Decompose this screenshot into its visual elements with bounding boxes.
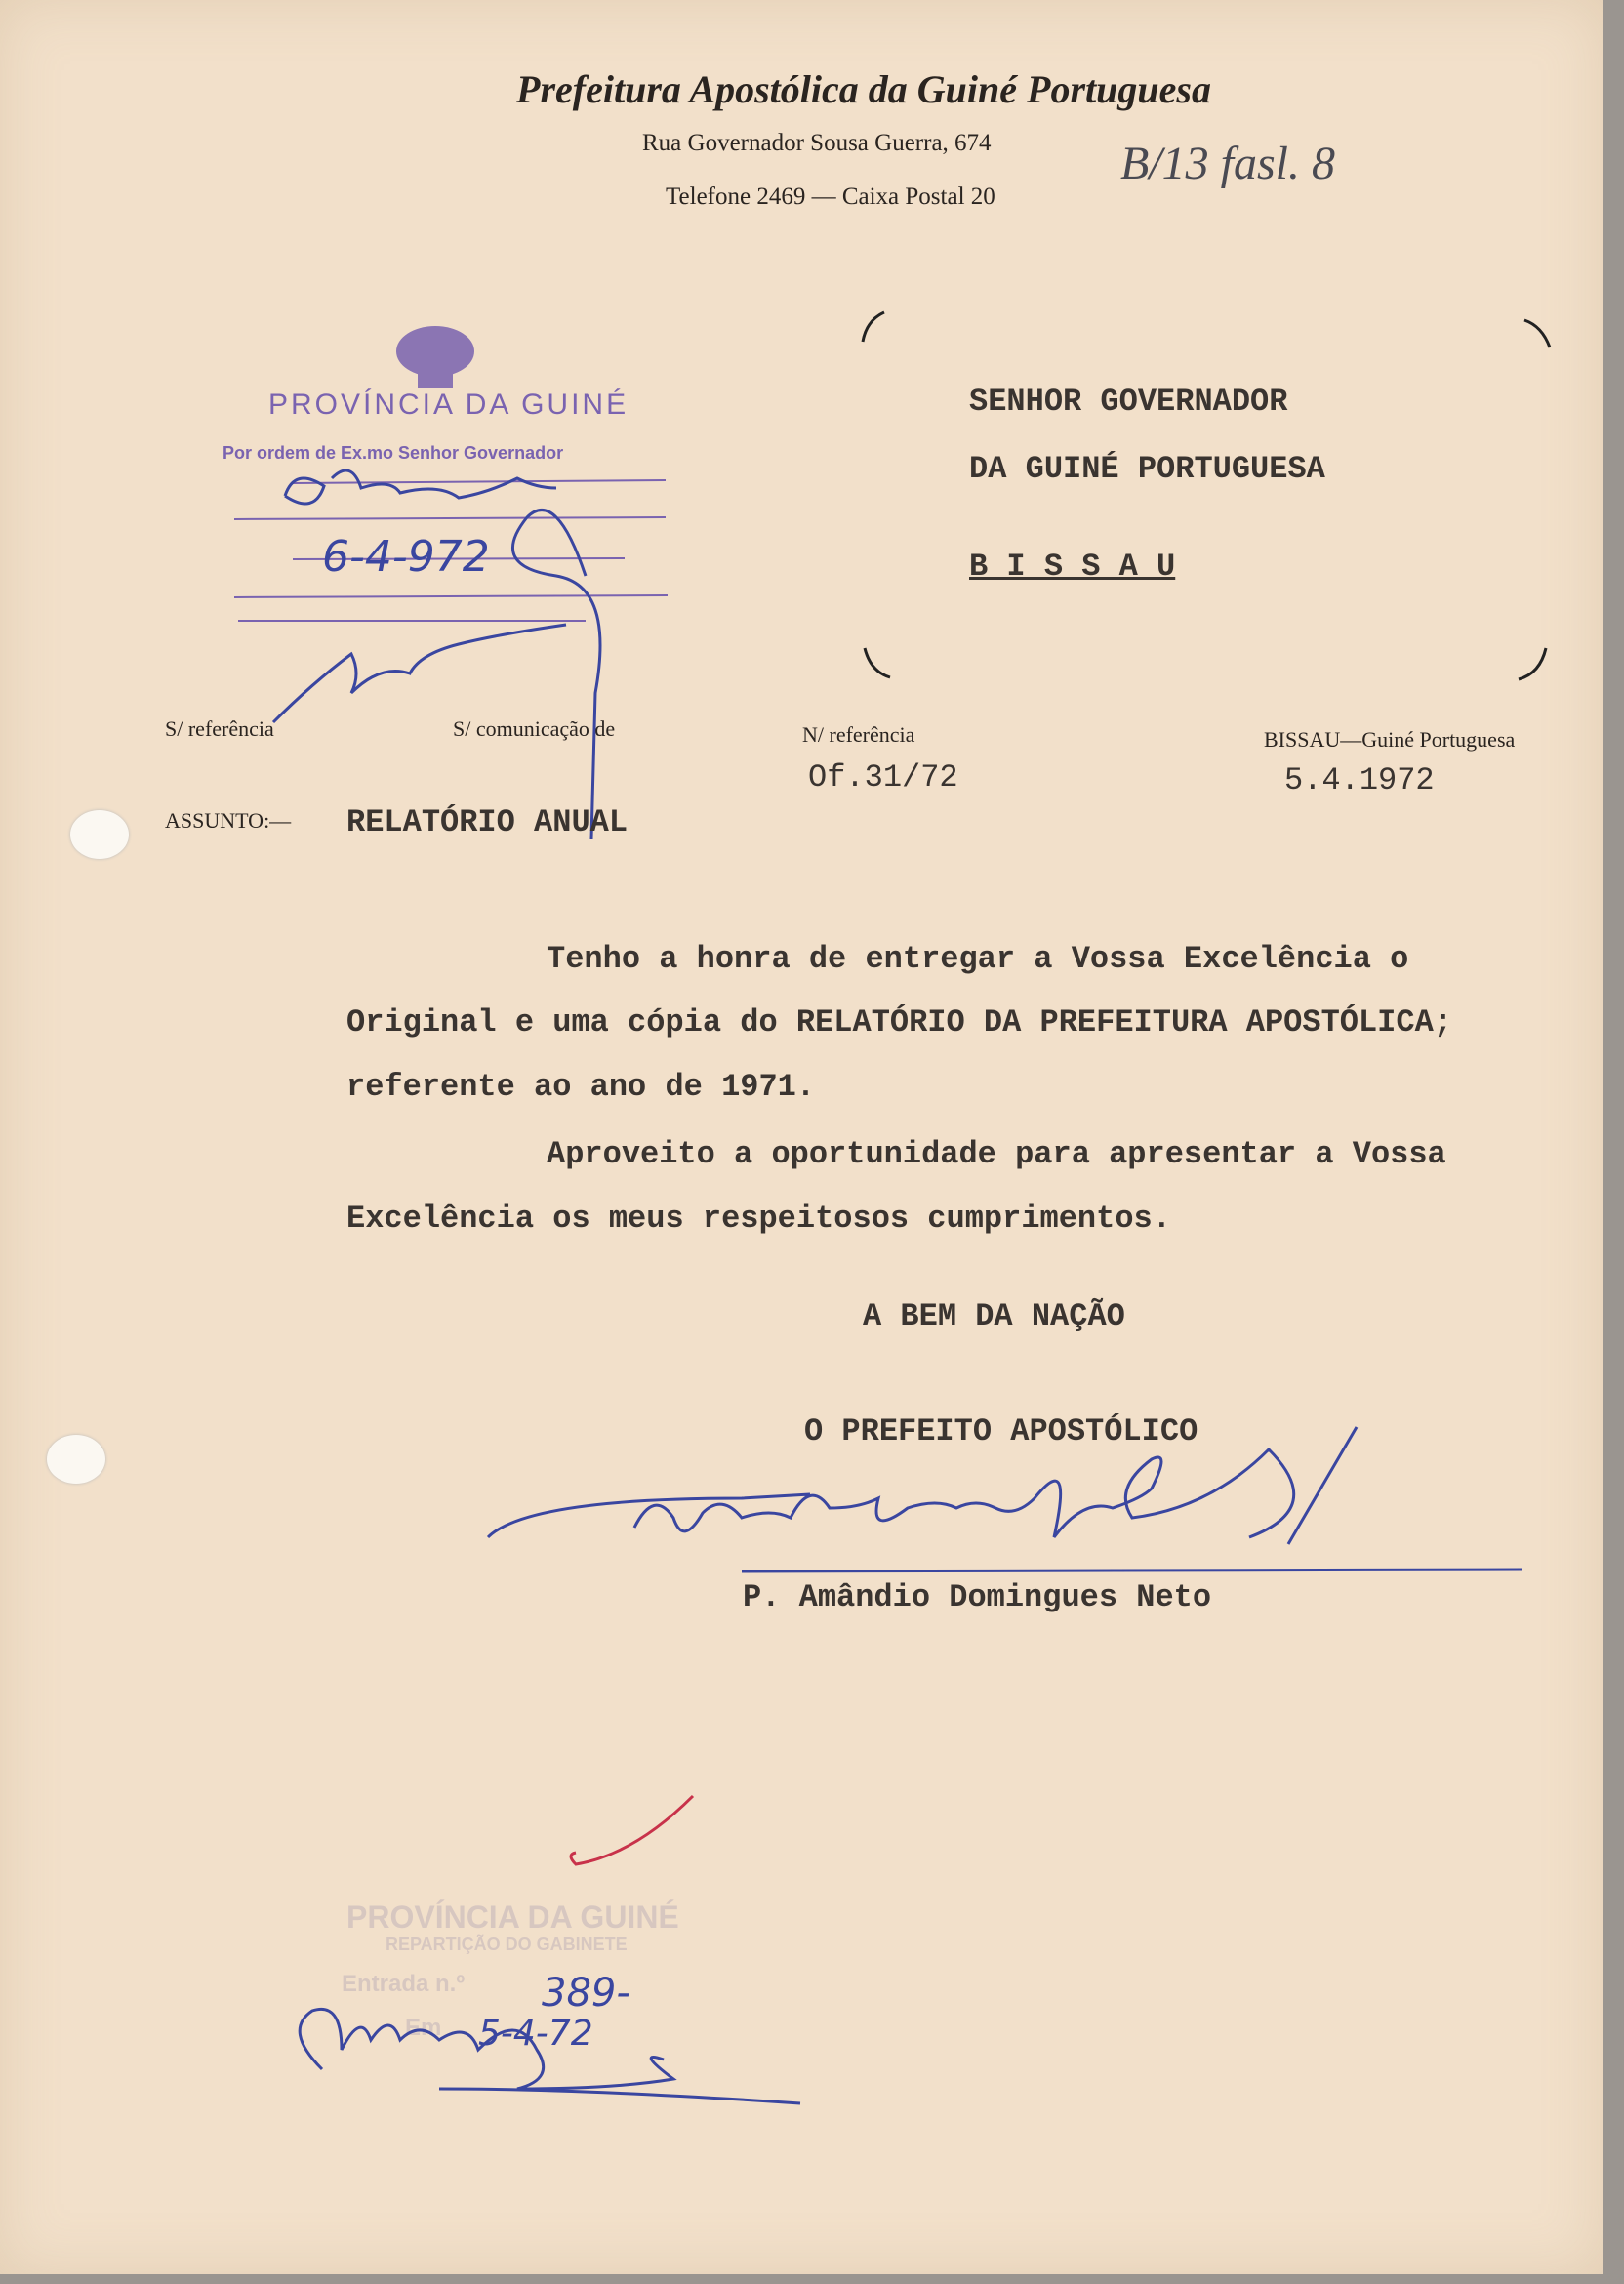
faint-stamp-department: REPARTIÇÃO DO GABINETE: [386, 1935, 628, 1954]
faint-stamp-em-label: Em: [405, 2015, 442, 2041]
recipient-line1: SENHOR GOVERNADOR: [969, 384, 1288, 420]
body-line: Excelência os meus respeitosos cumprimentos.: [346, 1201, 1171, 1237]
our-reference-value: Of.31/72: [808, 759, 958, 795]
letterhead-title: Prefeitura Apostólica da Guiné Portuguesa: [516, 67, 1211, 111]
signer-role: O PREFEITO APOSTÓLICO: [804, 1413, 1198, 1449]
letterhead-address: Rua Governador Sousa Guerra, 674: [642, 130, 992, 156]
closing-salutation: A BEM DA NAÇÃO: [863, 1298, 1125, 1334]
body-line: Tenho a honra de entregar a Vossa Excelência o: [547, 941, 1409, 977]
place-label: BISSAU—Guiné Portuguesa: [1264, 727, 1516, 752]
body-line: referente ao ano de 1971.: [346, 1069, 816, 1105]
body-line: Aproveito a oportunidade para apresentar a Vossa: [547, 1136, 1446, 1172]
faint-stamp-province: PROVÍNCIA DA GUINÉ: [346, 1899, 679, 1935]
our-reference-label: N/ referência: [802, 722, 915, 747]
entry-date-handwritten: 5-4-72: [478, 2014, 593, 2054]
letter-date: 5.4.1972: [1284, 762, 1435, 798]
letterhead-phone: Telefone 2469 — Caixa Postal 20: [666, 184, 995, 210]
subject-label: ASSUNTO:—: [165, 808, 292, 833]
body-line: Original e uma cópia do RELATÓRIO DA PREFEITURA APOSTÓLICA;: [346, 1004, 1452, 1040]
archive-handwritten-note: B/13 fasl. 8: [1120, 138, 1336, 189]
stamp-handwritten-date: 6-4-972: [322, 532, 490, 582]
stamp-order-text: Por ordem de Ex.mo Senhor Governador: [223, 443, 564, 463]
faint-stamp-entry-label: Entrada n.º: [342, 1971, 466, 1997]
subject-value: RELATÓRIO ANUAL: [346, 804, 629, 840]
stamp-province-text: PROVÍNCIA DA GUINÉ: [268, 388, 629, 421]
recipient-line2: DA GUINÉ PORTUGUESA: [969, 451, 1325, 487]
signer-name: P. Amândio Domingues Neto: [743, 1579, 1212, 1615]
your-reference-label: S/ referência: [165, 716, 274, 741]
recipient-city: B I S S A U: [969, 549, 1176, 585]
your-communication-label: S/ comunicação de: [453, 716, 616, 741]
entry-number-handwritten: 389-: [542, 1971, 630, 2016]
